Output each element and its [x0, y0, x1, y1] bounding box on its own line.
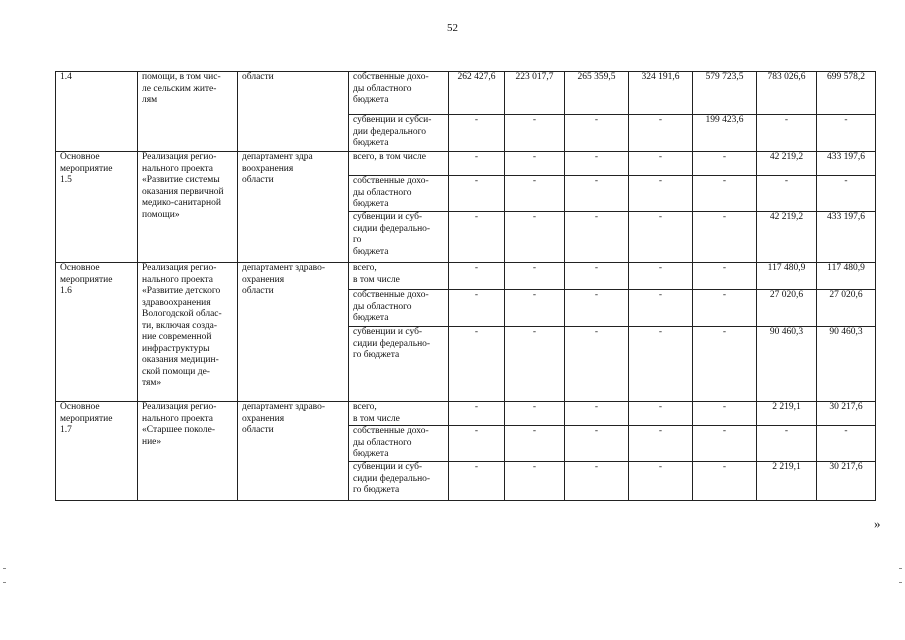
value-cell: -: [449, 212, 505, 263]
row-id-cell: Основное мероприятие 1.7: [56, 402, 138, 501]
row-id-cell: Основное мероприятие 1.5: [56, 152, 138, 263]
value-cell: 117 480,9: [757, 263, 817, 290]
value-cell: -: [565, 462, 629, 501]
value-cell: 30 217,6: [817, 462, 876, 501]
value-cell: -: [629, 327, 693, 402]
value-cell: -: [629, 212, 693, 263]
value-cell: -: [629, 263, 693, 290]
value-cell: -: [449, 115, 505, 152]
row-id-cell: 1.4: [56, 72, 138, 152]
table-row: [56, 152, 876, 176]
funding-source-cell: всего, в том числе: [349, 152, 449, 176]
value-cell: -: [449, 290, 505, 327]
value-cell: -: [505, 462, 565, 501]
executor-cell: департамент здраво- охранения области: [238, 402, 349, 501]
value-cell: -: [757, 176, 817, 212]
value-cell: 265 359,5: [565, 72, 629, 115]
value-cell: -: [629, 402, 693, 426]
funding-source-cell: всего, в том числе: [349, 263, 449, 290]
value-cell: 2 219,1: [757, 402, 817, 426]
value-cell: -: [693, 212, 757, 263]
value-cell: -: [565, 176, 629, 212]
value-cell: -: [629, 426, 693, 462]
value-cell: 262 427,6: [449, 72, 505, 115]
row-id-cell: Основное мероприятие 1.6: [56, 263, 138, 402]
value-cell: 2 219,1: [757, 462, 817, 501]
value-cell: -: [449, 152, 505, 176]
value-cell: -: [449, 462, 505, 501]
value-cell: 783 026,6: [757, 72, 817, 115]
scan-mark: [3, 568, 6, 569]
value-cell: -: [565, 327, 629, 402]
value-cell: -: [693, 176, 757, 212]
value-cell: -: [757, 426, 817, 462]
value-cell: 324 191,6: [629, 72, 693, 115]
value-cell: -: [565, 402, 629, 426]
value-cell: 42 219,2: [757, 212, 817, 263]
value-cell: -: [505, 402, 565, 426]
value-cell: -: [565, 290, 629, 327]
scan-mark: [899, 568, 902, 569]
value-cell: 30 217,6: [817, 402, 876, 426]
value-cell: -: [505, 327, 565, 402]
funding-source-cell: субвенции и субси- дии федерального бюджета: [349, 115, 449, 152]
value-cell: -: [693, 263, 757, 290]
table-row: [56, 72, 876, 115]
activity-name-cell: Реализация регио- нального проекта «Старшее поколе- ние»: [138, 402, 238, 501]
value-cell: 699 578,2: [817, 72, 876, 115]
value-cell: -: [693, 290, 757, 327]
value-cell: -: [449, 176, 505, 212]
value-cell: -: [693, 402, 757, 426]
value-cell: -: [449, 426, 505, 462]
value-cell: -: [565, 426, 629, 462]
value-cell: -: [817, 426, 876, 462]
funding-source-cell: собственные дохо- ды областного бюджета: [349, 426, 449, 462]
value-cell: -: [449, 327, 505, 402]
value-cell: -: [693, 152, 757, 176]
executor-cell: департамент здра воохранения области: [238, 152, 349, 263]
value-cell: -: [629, 176, 693, 212]
funding-source-cell: субвенции и суб- сидии федерально- го бюджета: [349, 327, 449, 402]
value-cell: -: [565, 115, 629, 152]
value-cell: -: [565, 152, 629, 176]
funding-source-cell: собственные дохо- ды областного бюджета: [349, 176, 449, 212]
funding-source-cell: субвенции и суб- сидии федерально- го бюджета: [349, 462, 449, 501]
value-cell: -: [505, 212, 565, 263]
activity-name-cell: помощи, в том чис- ле сельским жите- лям: [138, 72, 238, 152]
value-cell: 90 460,3: [757, 327, 817, 402]
scan-mark: [3, 582, 6, 583]
continuation-mark: »: [874, 516, 881, 531]
value-cell: -: [629, 462, 693, 501]
value-cell: 433 197,6: [817, 152, 876, 176]
table-row: [56, 402, 876, 426]
value-cell: -: [505, 152, 565, 176]
table-row: [56, 263, 876, 290]
value-cell: -: [693, 327, 757, 402]
value-cell: 579 723,5: [693, 72, 757, 115]
value-cell: 223 017,7: [505, 72, 565, 115]
page-number: 52: [447, 22, 458, 34]
value-cell: -: [817, 176, 876, 212]
budget-table: [55, 71, 876, 501]
value-cell: -: [629, 290, 693, 327]
value-cell: 117 480,9: [817, 263, 876, 290]
value-cell: -: [693, 426, 757, 462]
value-cell: -: [505, 426, 565, 462]
value-cell: -: [629, 115, 693, 152]
value-cell: -: [565, 212, 629, 263]
funding-source-cell: собственные дохо- ды областного бюджета: [349, 290, 449, 327]
value-cell: 433 197,6: [817, 212, 876, 263]
value-cell: -: [629, 152, 693, 176]
activity-name-cell: Реализация регио- нального проекта «Развитие детского здравоохранения Вологодской облас- ти, включая созда- ние современной инфраструктуры оказания медицин- ской помощи де- тям»: [138, 263, 238, 402]
value-cell: -: [505, 290, 565, 327]
value-cell: -: [449, 263, 505, 290]
value-cell: 27 020,6: [757, 290, 817, 327]
funding-source-cell: субвенции и суб- сидии федерально- го бюджета: [349, 212, 449, 263]
value-cell: 199 423,6: [693, 115, 757, 152]
value-cell: 27 020,6: [817, 290, 876, 327]
table-body: [56, 72, 876, 501]
activity-name-cell: Реализация регио- нального проекта «Развитие системы оказания первичной медико-санитарной помощи»: [138, 152, 238, 263]
scan-mark: [899, 582, 902, 583]
value-cell: -: [505, 263, 565, 290]
executor-cell: области: [238, 72, 349, 152]
value-cell: -: [693, 462, 757, 501]
value-cell: -: [757, 115, 817, 152]
funding-source-cell: всего, в том числе: [349, 402, 449, 426]
value-cell: -: [505, 176, 565, 212]
value-cell: -: [565, 263, 629, 290]
value-cell: -: [449, 402, 505, 426]
value-cell: -: [505, 115, 565, 152]
value-cell: -: [817, 115, 876, 152]
value-cell: 90 460,3: [817, 327, 876, 402]
value-cell: 42 219,2: [757, 152, 817, 176]
funding-source-cell: собственные дохо- ды областного бюджета: [349, 72, 449, 115]
executor-cell: департамент здраво- охранения области: [238, 263, 349, 402]
